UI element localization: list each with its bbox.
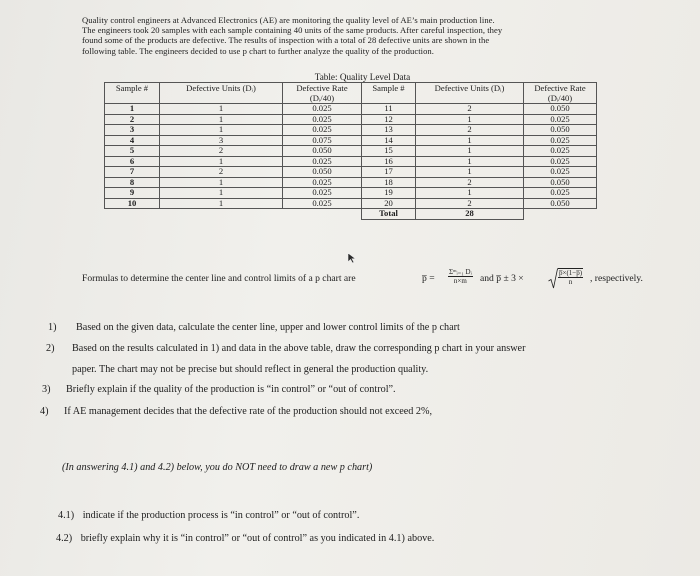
cell-defective-units: 1 bbox=[416, 156, 524, 167]
formula-fraction-limit bbox=[558, 268, 583, 286]
sqrt-sign-icon bbox=[548, 268, 558, 290]
cell-sample: 14 bbox=[362, 135, 416, 146]
cell-defective-units: 2 bbox=[416, 104, 524, 115]
cell-sample: 19 bbox=[362, 188, 416, 199]
cell-defective-units: 2 bbox=[160, 167, 283, 178]
cell-sample: 5 bbox=[105, 146, 160, 157]
empty-cell bbox=[160, 209, 283, 220]
empty-cell bbox=[105, 209, 160, 220]
cell-sample: 4 bbox=[105, 135, 160, 146]
cell-defective-rate: 0.025 bbox=[283, 177, 362, 188]
cell-sample: 6 bbox=[105, 156, 160, 167]
cell-defective-units: 1 bbox=[416, 146, 524, 157]
cell-sample: 7 bbox=[105, 167, 160, 178]
cell-defective-units: 1 bbox=[416, 188, 524, 199]
table-header-row bbox=[105, 83, 597, 104]
intro-line: found some of the products are defective. The results of inspection with a total of 28 defective units are shown in the bbox=[82, 35, 490, 46]
table-row bbox=[105, 167, 597, 178]
cell-defective-units: 2 bbox=[416, 177, 524, 188]
cell-defective-rate: 0.050 bbox=[524, 125, 597, 136]
fraction-denominator: n×m bbox=[453, 277, 467, 285]
cell-defective-units: 1 bbox=[416, 114, 524, 125]
intro-line: following table. The engineers decided to use p chart to further analyze the quality of the production. bbox=[82, 45, 434, 56]
cell-defective-units: 1 bbox=[416, 135, 524, 146]
cell-sample: 10 bbox=[105, 198, 160, 209]
formula-tail: , respectively. bbox=[590, 273, 643, 284]
formula-line bbox=[82, 268, 682, 290]
header-defective-rate: Defective Rate (Dᵢ/40) bbox=[283, 83, 362, 104]
table-row bbox=[105, 198, 597, 209]
cell-defective-rate: 0.025 bbox=[283, 114, 362, 125]
cell-defective-units: 1 bbox=[160, 114, 283, 125]
cell-defective-rate: 0.025 bbox=[524, 146, 597, 157]
fraction-denominator: n bbox=[568, 278, 573, 286]
cell-sample: 20 bbox=[362, 198, 416, 209]
instruction-note: (In answering 4.1) and 4.2) below, you do NOT need to draw a new p chart) bbox=[62, 462, 373, 473]
formula-fraction-center bbox=[448, 268, 473, 285]
cell-defective-units: 2 bbox=[416, 198, 524, 209]
cell-defective-rate: 0.025 bbox=[283, 104, 362, 115]
cell-defective-rate: 0.050 bbox=[283, 167, 362, 178]
cell-sample: 18 bbox=[362, 177, 416, 188]
cell-sample: 2 bbox=[105, 114, 160, 125]
cell-defective-units: 1 bbox=[416, 167, 524, 178]
subquestion-item: 4.1) indicate if the production process is “in control” or “out of control”. bbox=[58, 510, 360, 521]
intro-line: Quality control engineers at Advanced Electronics (AE) are monitoring the quality level of AE’s main production line. bbox=[82, 15, 495, 25]
mouse-cursor-icon bbox=[347, 252, 357, 264]
cell-defective-rate: 0.075 bbox=[283, 135, 362, 146]
cell-defective-rate: 0.025 bbox=[524, 135, 597, 146]
table-row bbox=[105, 125, 597, 136]
question-item-continuation: paper. The chart may not be precise but should reflect in general the production quality. bbox=[72, 364, 429, 375]
cell-defective-units: 2 bbox=[160, 146, 283, 157]
quality-data-table bbox=[104, 82, 597, 220]
header-defective-units: Defective Units (Dᵢ) bbox=[416, 83, 524, 104]
cell-sample: 3 bbox=[105, 125, 160, 136]
table-body bbox=[105, 104, 597, 220]
empty-cell bbox=[524, 209, 597, 220]
cell-defective-units: 1 bbox=[160, 104, 283, 115]
cell-defective-units: 2 bbox=[416, 125, 524, 136]
empty-cell bbox=[283, 209, 362, 220]
fraction-numerator: Σᵐᵢ₌₁ Dᵢ bbox=[449, 268, 472, 276]
document-page: Quality control engineers at Advanced Electronics (AE) are monitoring the quality level of AE’s main production line. The engineers took 20 samples with each sample containing 40 units of the same products. After careful inspection, they found some of the products are defective. The results of inspection with a total of 28 defective units are shown in the following table. The engineers decided to use p chart to further analyze the quality of the production. Table: Quality Level Data Sample # Defective Units (Dᵢ) Defective Rate (Dᵢ/40) Sample # Defective Units (Dᵢ) Defective Rate (Dᵢ/40) 1 1 0.025 11 2 0.050 2 1 0.025 12 1 0.025 3 1 0.025 13 2 0.050 4 3 0.075 14 1 0.025 5 2 0.050 15 1 0.025 6 1 0.025 16 1 0.025 7 2 0.050 17 1 0.025 8 1 0.025 18 2 0.050 9 1 0.025 19 1 0.025 10 1 0.025 20 2 0.050 Total 28 Formulas to determine the center line and control limits of a p chart are p̅ = Σᵐᵢ₌₁ Dᵢ n×m and p̅ ± 3 × $\frac{p̅\times(1-p̅)}{n}$ , respectively. 1) Based on the given data, calculate the center line, upper and lower control limits of the p chart 2) Based on the results calculated in 1) and data in the above table, draw the corresponding p chart in your answer paper. The chart may not be precise but should reflect in general the production quality. 3) Briefly explain if the quality of the production is “in control” or “out of control”. 4) If AE management decides that the defective rate of the production should not exceed 2%, (In answering 4.1) and 4.2) below, you do NOT need to draw a new p chart) 4.1) indicate if the production process is “in control” or “out of control”. 4.2) briefly explain why it is “in control” or “out of control” as you indicated in 4.1) above. bbox=[0, 0, 700, 576]
header-sample: Sample # bbox=[362, 83, 416, 104]
table-row bbox=[105, 104, 597, 115]
cell-defective-units: 1 bbox=[160, 188, 283, 199]
cell-sample: 11 bbox=[362, 104, 416, 115]
cell-defective-rate: 0.025 bbox=[283, 188, 362, 199]
cell-defective-units: 1 bbox=[160, 125, 283, 136]
cell-sample: 1 bbox=[105, 104, 160, 115]
subquestion-item: 4.2) briefly explain why it is “in control” or “out of control” as you indicated in 4.1) above. bbox=[56, 533, 435, 544]
cell-defective-rate: 0.050 bbox=[524, 104, 597, 115]
cell-defective-rate: 0.050 bbox=[283, 146, 362, 157]
formula-lead: Formulas to determine the center line and control limits of a p chart are bbox=[82, 273, 356, 284]
cell-defective-rate: 0.025 bbox=[524, 188, 597, 199]
total-label: Total bbox=[362, 209, 416, 220]
cell-defective-rate: 0.025 bbox=[524, 156, 597, 167]
header-defective-units: Defective Units (Dᵢ) bbox=[160, 83, 283, 104]
cell-defective-rate: 0.025 bbox=[283, 125, 362, 136]
formula-mid: and p̅ ± 3 × bbox=[480, 273, 524, 284]
intro-line: The engineers took 20 samples with each sample containing 40 units of the same products. After careful inspection, they bbox=[82, 25, 503, 36]
cell-defective-rate: 0.025 bbox=[283, 156, 362, 167]
cell-defective-units: 1 bbox=[160, 156, 283, 167]
cell-sample: 15 bbox=[362, 146, 416, 157]
table-row bbox=[105, 114, 597, 125]
table-row bbox=[105, 135, 597, 146]
header-defective-rate: Defective Rate (Dᵢ/40) bbox=[524, 83, 597, 104]
cell-defective-units: 3 bbox=[160, 135, 283, 146]
table-caption: Table: Quality Level Data bbox=[314, 72, 411, 82]
table-row bbox=[105, 146, 597, 157]
table-row bbox=[105, 177, 597, 188]
cell-defective-rate: 0.025 bbox=[283, 198, 362, 209]
cell-sample: 16 bbox=[362, 156, 416, 167]
cell-sample: 13 bbox=[362, 125, 416, 136]
cell-defective-rate: 0.025 bbox=[524, 114, 597, 125]
cell-sample: 9 bbox=[105, 188, 160, 199]
cell-defective-units: 1 bbox=[160, 198, 283, 209]
total-value: 28 bbox=[416, 209, 524, 220]
table-total-row bbox=[105, 209, 597, 220]
cell-defective-rate: 0.025 bbox=[524, 167, 597, 178]
header-sample: Sample # bbox=[105, 83, 160, 104]
table-row bbox=[105, 188, 597, 199]
cell-sample: 12 bbox=[362, 114, 416, 125]
cell-sample: 8 bbox=[105, 177, 160, 188]
fraction-numerator: p̅×(1−p̅) bbox=[559, 269, 583, 277]
cell-defective-units: 1 bbox=[160, 177, 283, 188]
cell-sample: 17 bbox=[362, 167, 416, 178]
intro-paragraph bbox=[82, 15, 652, 56]
cell-defective-rate: 0.050 bbox=[524, 177, 597, 188]
table-row bbox=[105, 156, 597, 167]
formula-pbar: p̅ = bbox=[422, 273, 435, 284]
cell-defective-rate: 0.050 bbox=[524, 198, 597, 209]
